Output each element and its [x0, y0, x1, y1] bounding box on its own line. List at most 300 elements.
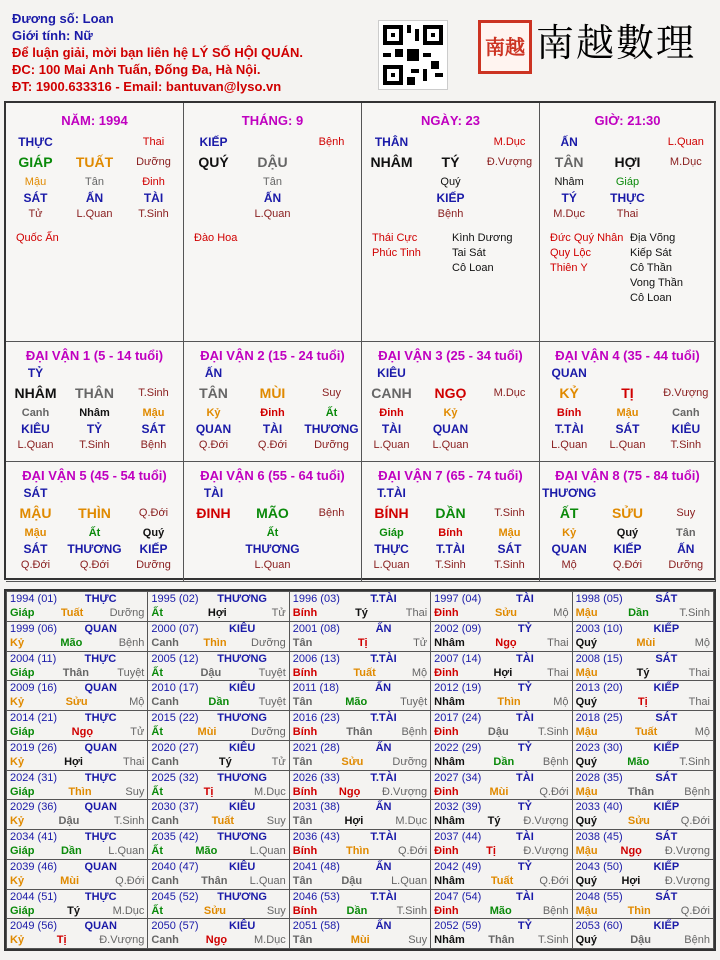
earthly-branch: Tý	[487, 815, 501, 828]
hidden-stem-row	[6, 557, 183, 573]
ten-god: QUAN	[84, 622, 117, 635]
hidden-ten-god	[184, 190, 242, 206]
hidden-stem-row	[362, 421, 539, 437]
life-stage: Đ.Vượng	[99, 934, 145, 947]
hidden-stem-row	[184, 174, 361, 190]
year-line-bottom	[293, 874, 427, 888]
hidden-stem-row	[362, 525, 539, 541]
ten-god: T.TÀI	[370, 652, 397, 665]
heavenly-stem: Nhâm	[434, 874, 465, 887]
life-stage: Dưỡng	[251, 726, 286, 738]
ten-god-row	[362, 134, 539, 150]
hidden-life-stage	[184, 557, 242, 573]
year-line-bottom	[293, 785, 427, 799]
heavenly-stem: Canh	[151, 934, 179, 947]
earthly-branch: Tị	[486, 845, 496, 857]
ten-god: KIẾP	[653, 741, 680, 754]
year-cell	[572, 800, 713, 830]
ten-god: TỶ	[517, 741, 532, 754]
ten-god: T.TÀI	[370, 831, 397, 843]
ten-god: THƯƠNG	[217, 593, 267, 605]
life-stage: Thai	[688, 666, 710, 679]
year-label: 2019 (26)	[10, 741, 58, 754]
year-label: 2026 (33)	[292, 771, 340, 784]
ten-god: SÁT	[23, 486, 48, 500]
hidden-ten-god	[480, 421, 538, 437]
life-stage: L.Quan	[667, 136, 704, 148]
heavenly-stem: Nhâm	[434, 934, 465, 947]
year-label: 2044 (51)	[10, 890, 58, 903]
ten-god: SÁT	[655, 652, 678, 665]
life-stage: T.Sinh	[537, 726, 569, 738]
dai-van-title: ĐẠI VẬN 6 (55 - 64 tuổi)	[200, 468, 345, 483]
heavenly-stem: Đinh	[434, 607, 459, 619]
life-stage: Tử	[271, 607, 286, 619]
hidden-ten-god: THƯƠNG	[245, 542, 300, 556]
earthly-branch: Sửu	[341, 755, 364, 768]
year-line-top	[434, 890, 568, 904]
hidden-stem: Nhâm	[554, 176, 584, 188]
year-cell	[572, 770, 713, 800]
year-line-top	[151, 919, 285, 933]
earthly-branch: Tý	[636, 666, 650, 679]
year-line-bottom	[151, 933, 285, 947]
life-stage: T.Sinh	[679, 607, 710, 619]
year-label: 2046 (53)	[292, 890, 340, 903]
year-line-bottom	[293, 695, 427, 709]
life-stage: Suy	[266, 815, 286, 828]
year-cell	[572, 740, 713, 770]
hidden-life-stage: Dưỡng	[136, 559, 171, 571]
hidden-life-stage: Q.Đới	[257, 439, 288, 451]
text	[657, 365, 715, 381]
hidden-life-stage: T.Sinh	[494, 559, 525, 571]
life-stage: Thai	[688, 696, 710, 709]
hidden-ten-god: ẤN	[677, 542, 695, 556]
text	[302, 485, 360, 501]
earthly-branch: Thân	[488, 934, 515, 947]
heavenly-stem: Canh	[151, 874, 179, 887]
earthly-branch: Dậu	[630, 934, 652, 947]
hidden-ten-god: QUAN	[432, 422, 469, 436]
dai-van-cell	[540, 342, 716, 462]
ten-god: TÀI	[516, 593, 534, 605]
year-line-bottom	[151, 814, 285, 828]
heavenly-stem: NHÂM	[14, 385, 57, 401]
year-cell	[572, 830, 713, 860]
ten-god: ẤN	[375, 682, 392, 695]
stars-left	[372, 231, 421, 261]
pillar-cell	[362, 103, 540, 342]
year-line-bottom	[10, 666, 144, 680]
earthly-branch: Tý	[67, 904, 80, 917]
stem-branch-row	[540, 154, 715, 170]
ten-god: ẤN	[375, 801, 392, 814]
year-line-bottom	[151, 785, 285, 799]
year-cell	[148, 621, 289, 651]
year-label: 2007 (14)	[434, 652, 482, 665]
hidden-ten-god: TÝ	[561, 191, 577, 205]
earthly-branch: Thân	[346, 726, 373, 738]
earthly-branch: TÝ	[441, 154, 460, 170]
heavenly-stem: ĐINH	[196, 505, 231, 521]
text	[65, 485, 123, 501]
hidden-stem-row	[184, 557, 361, 573]
year-line-top	[10, 681, 144, 695]
earthly-branch: Dần	[346, 904, 368, 917]
earthly-branch: DẦN	[435, 505, 466, 521]
heavenly-stem: Giáp	[10, 785, 35, 798]
hidden-life-stage: L.Quan	[551, 439, 588, 451]
hidden-stem-row	[540, 437, 715, 453]
year-line-bottom	[434, 666, 568, 680]
life-stage: Mộ	[553, 607, 569, 619]
ten-god: TỶ	[27, 366, 44, 380]
year-line-bottom	[10, 785, 144, 799]
year-cell	[572, 919, 713, 949]
year-cell	[7, 681, 148, 711]
hidden-ten-god: TỶ	[86, 422, 103, 436]
year-label: 2041 (48)	[292, 860, 340, 873]
hidden-life-stage: L.Quan	[432, 439, 469, 451]
hidden-life-stage: L.Quan	[76, 208, 113, 220]
year-line-top	[434, 830, 568, 844]
hidden-life-stage: Mộ	[561, 559, 577, 571]
hidden-stem	[184, 525, 242, 541]
life-stage: Thai	[547, 636, 569, 649]
heavenly-stem: MẬU	[19, 505, 52, 521]
year-label: 1996 (03)	[292, 593, 340, 605]
earthly-branch: Tị	[203, 785, 214, 798]
heavenly-stem: ẤT	[559, 505, 579, 521]
year-line-top	[151, 711, 285, 725]
year-cell	[289, 681, 430, 711]
year-cell	[289, 711, 430, 741]
year-line-bottom	[151, 666, 285, 680]
dai-van-cell	[6, 462, 184, 582]
heavenly-stem: Quý	[575, 696, 597, 709]
ten-god-row	[184, 365, 361, 381]
ten-god: KIÊU	[228, 920, 256, 933]
stem-branch-row	[184, 505, 361, 521]
ten-god: THỰC	[84, 652, 117, 665]
year-label: 2012 (19)	[434, 682, 482, 695]
life-stage: Tử	[413, 636, 428, 649]
year-line-top	[151, 622, 285, 636]
heavenly-stem: NHÂM	[370, 154, 413, 170]
year-line-top	[293, 652, 427, 666]
life-stage: Dưỡng	[392, 755, 428, 768]
hidden-stem: Tân	[263, 176, 282, 188]
heavenly-stem: Kỷ	[10, 815, 25, 828]
life-stage: M.Dục	[254, 785, 286, 798]
year-line-top	[434, 622, 568, 636]
year-line-top	[576, 741, 710, 755]
life-stage: M.Dục	[112, 904, 145, 917]
earthly-branch: Dần	[60, 845, 82, 857]
ten-god: THỰC	[84, 890, 117, 903]
year-label: 2040 (47)	[151, 860, 199, 873]
hidden-life-stage: L.Quan	[373, 559, 410, 571]
ten-god: THÂN	[374, 135, 409, 149]
dai-van-title: ĐẠI VẬN 8 (75 - 84 tuổi)	[555, 468, 700, 483]
ten-god-row	[362, 485, 539, 501]
year-cell	[572, 889, 713, 919]
stars-right	[630, 231, 683, 306]
life-stage: Bệnh	[684, 785, 710, 798]
star-name: Phúc Tinh	[372, 247, 421, 259]
hidden-stem: Kỷ	[443, 407, 458, 419]
hidden-life-stage: Tử	[28, 208, 43, 220]
earthly-branch: Tị	[357, 636, 368, 649]
year-label: 2032 (39)	[434, 801, 482, 814]
year-line-top	[434, 652, 568, 666]
year-cell	[148, 651, 289, 681]
year-line-top	[293, 800, 427, 814]
earthly-branch: Tuất	[60, 607, 84, 619]
year-cell	[289, 800, 430, 830]
year-label: 2025 (32)	[151, 771, 199, 784]
year-line-bottom	[576, 606, 710, 620]
heavenly-stem: Mậu	[575, 666, 598, 679]
heavenly-stem: Tân	[292, 696, 313, 709]
heavenly-stem: GIÁP	[18, 154, 53, 170]
earthly-branch: Tị	[56, 934, 67, 947]
year-cell	[572, 621, 713, 651]
earthly-branch: Thân	[201, 874, 228, 887]
yearly-luck-table	[4, 589, 716, 951]
hidden-ten-god: SÁT	[615, 422, 640, 436]
year-cell	[431, 800, 572, 830]
hidden-life-stage: Thai	[616, 208, 639, 220]
year-line-bottom	[576, 874, 710, 888]
ten-god: KIẾP	[653, 622, 680, 635]
ten-god: ẤN	[375, 920, 392, 933]
hidden-life-stage: Bệnh	[437, 208, 464, 220]
year-label: 2034 (41)	[10, 831, 58, 843]
hidden-life-stage: M.Dục	[553, 208, 586, 220]
earthly-branch: Ngọ	[71, 726, 94, 738]
life-stage: Suy	[676, 507, 696, 519]
year-cell	[431, 711, 572, 741]
earthly-branch: Ngọ	[495, 636, 517, 649]
life-stage: Đ.Vượng	[523, 845, 569, 857]
heavenly-stem: Đinh	[434, 904, 459, 917]
life-stage: M.Dục	[493, 136, 526, 148]
year-line-top	[434, 771, 568, 785]
stars-left	[16, 231, 59, 246]
hidden-life-stage: Dưỡng	[314, 439, 349, 451]
heavenly-stem: Kỷ	[10, 874, 25, 887]
life-stage: Bệnh	[118, 636, 145, 649]
ten-god: THƯƠNG	[217, 652, 267, 665]
text	[124, 485, 182, 501]
hidden-stem: Ất	[88, 527, 101, 539]
year-line-bottom	[434, 755, 568, 769]
text	[243, 134, 301, 150]
dai-van-title: ĐẠI VẬN 2 (15 - 24 tuổi)	[200, 348, 345, 363]
earthly-branch: Hợi	[493, 666, 513, 679]
heavenly-stem: Bính	[292, 845, 318, 857]
ten-god: KIÊU	[228, 682, 256, 695]
year-cell	[431, 681, 572, 711]
ten-god: QUAN	[551, 366, 587, 380]
stem-branch-row	[362, 505, 539, 521]
earthly-branch: Tuất	[353, 666, 376, 679]
year-line-top	[151, 890, 285, 904]
heavenly-stem: Giáp	[10, 666, 35, 679]
year-label: 2027 (34)	[434, 771, 482, 784]
year-cell	[289, 770, 430, 800]
heavenly-stem: Giáp	[10, 904, 35, 917]
year-line-bottom	[576, 695, 710, 709]
year-cell	[7, 651, 148, 681]
ten-god-row	[540, 134, 715, 150]
heavenly-stem: Canh	[151, 636, 179, 649]
year-label: 2005 (12)	[151, 652, 199, 665]
stem-branch-row	[6, 385, 183, 401]
ten-god: QUAN	[84, 682, 117, 695]
year-line-bottom	[10, 606, 144, 620]
hidden-life-stage	[184, 206, 242, 222]
earthly-branch: Dậu	[341, 874, 363, 887]
hidden-ten-god: TÀI	[381, 422, 402, 436]
hidden-ten-god: TÀI	[143, 191, 164, 205]
hidden-stem-row	[362, 190, 539, 206]
hidden-ten-god	[184, 541, 242, 557]
hidden-stem: Mậu	[498, 527, 521, 539]
earthly-branch: SỬU	[611, 505, 644, 521]
pillar-title: NGÀY: 23	[421, 113, 480, 128]
year-line-top	[434, 800, 568, 814]
hidden-stem-row	[6, 525, 183, 541]
hidden-stem-row	[362, 541, 539, 557]
life-stage	[302, 154, 360, 170]
year-line-bottom	[151, 606, 285, 620]
text	[243, 365, 301, 381]
hidden-life-stage	[480, 206, 538, 222]
ten-god-row	[6, 365, 183, 381]
year-cell	[431, 919, 572, 949]
pillar-title: THÁNG: 9	[241, 113, 304, 128]
year-cell	[148, 681, 289, 711]
year-line-bottom	[10, 904, 144, 918]
qr-code-icon	[378, 20, 448, 90]
hidden-ten-god	[302, 541, 360, 557]
hidden-life-stage: L.Quan	[609, 439, 646, 451]
year-line-bottom	[10, 814, 144, 828]
year-line-top	[434, 592, 568, 606]
earthly-branch: Hợi	[344, 815, 364, 828]
ten-god: KIẾP	[199, 135, 228, 149]
year-line-bottom	[576, 725, 710, 739]
year-label: 2013 (20)	[575, 682, 623, 695]
text	[599, 365, 657, 381]
year-label: 2011 (18)	[292, 682, 340, 695]
pillar-title: GIỜ: 21:30	[594, 113, 661, 128]
hidden-ten-god: QUAN	[195, 422, 232, 436]
heavenly-stem: Nhâm	[434, 636, 465, 649]
life-stage: M.Dục	[493, 387, 526, 399]
earthly-branch: Tuất	[490, 874, 514, 887]
year-line-top	[151, 592, 285, 606]
life-stage: T.Sinh	[494, 507, 525, 519]
hidden-stem-row	[540, 174, 715, 190]
earthly-branch: Tý	[218, 755, 232, 768]
hidden-stem	[302, 525, 360, 541]
life-stage: Đ.Vượng	[382, 785, 428, 798]
hidden-stem	[184, 174, 242, 190]
year-label: 2036 (43)	[292, 831, 340, 843]
year-line-bottom	[576, 636, 710, 650]
heavenly-stem: Ất	[151, 785, 163, 798]
life-stage: Đ.Vượng	[664, 874, 710, 887]
hidden-ten-god: SÁT	[23, 542, 48, 556]
table-row	[7, 681, 714, 711]
hidden-stem-row	[6, 174, 183, 190]
year-line-top	[10, 711, 144, 725]
hidden-stem	[480, 174, 538, 190]
life-stage: T.Sinh	[113, 815, 145, 828]
ten-god: QUAN	[84, 860, 117, 873]
hidden-stem: Đinh	[260, 407, 285, 419]
earthly-branch: Mùi	[60, 874, 80, 887]
hidden-stem-row	[6, 421, 183, 437]
year-line-bottom	[434, 695, 568, 709]
text	[599, 134, 657, 150]
star-name: Kiếp Sát	[630, 247, 672, 259]
year-line-bottom	[293, 904, 427, 918]
year-label: 2028 (35)	[575, 771, 623, 784]
hidden-stem: Giáp	[615, 176, 640, 188]
hidden-stem-row	[184, 421, 361, 437]
table-row	[7, 740, 714, 770]
year-cell	[148, 830, 289, 860]
life-stage: Mộ	[411, 666, 428, 679]
life-stage: L.Quan	[108, 845, 145, 857]
year-cell	[431, 651, 572, 681]
year-cell	[7, 740, 148, 770]
text	[480, 485, 538, 501]
pillar-cell	[6, 103, 184, 342]
year-line-top	[293, 592, 427, 606]
hidden-stem-row	[184, 405, 361, 421]
earthly-branch: DẬU	[257, 154, 288, 170]
year-line-top	[576, 860, 710, 874]
year-line-bottom	[151, 874, 285, 888]
year-line-top	[151, 860, 285, 874]
ten-god-row	[362, 365, 539, 381]
heavenly-stem: Mậu	[575, 845, 598, 857]
earthly-branch: Sửu	[203, 904, 226, 917]
year-line-top	[293, 741, 427, 755]
hidden-stem-row	[184, 541, 361, 557]
year-label: 2051 (58)	[292, 920, 340, 933]
year-label: 2035 (42)	[151, 831, 199, 843]
star-name: Kình Dương	[452, 232, 513, 244]
hidden-ten-god	[480, 190, 538, 206]
year-cell	[7, 889, 148, 919]
table-row	[7, 770, 714, 800]
year-line-bottom	[293, 606, 427, 620]
star-name: Cô Thần	[630, 262, 672, 274]
year-line-top	[434, 860, 568, 874]
stem-branch-row	[184, 385, 361, 401]
year-cell	[431, 592, 572, 622]
heavenly-stem: Ất	[151, 726, 163, 738]
hidden-life-stage	[302, 206, 360, 222]
earthly-branch: Mão	[60, 636, 83, 649]
